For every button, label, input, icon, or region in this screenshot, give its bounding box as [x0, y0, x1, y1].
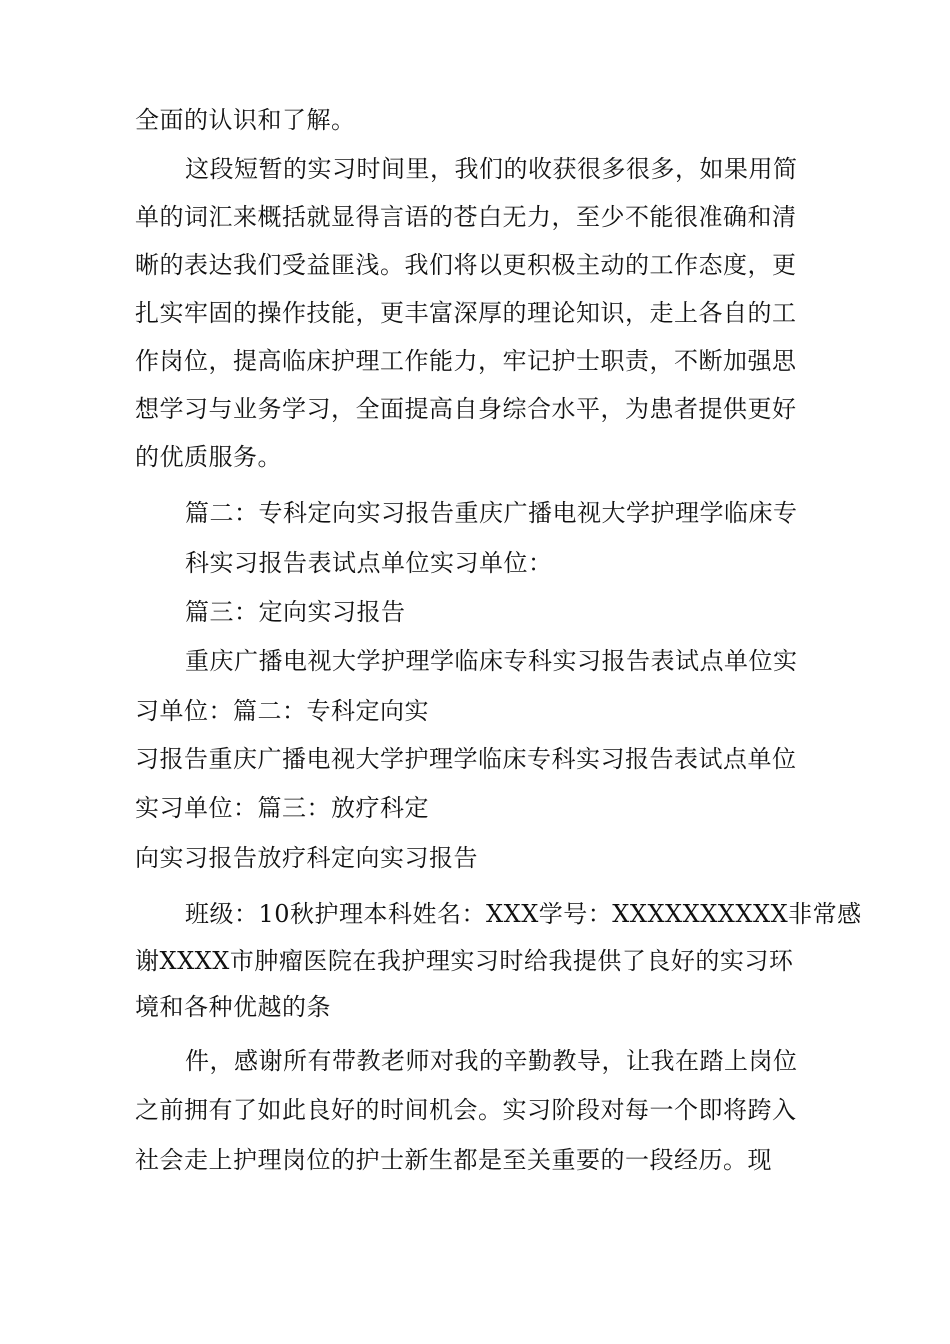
text-line: 全面的认识和了解。 [135, 106, 356, 134]
text-line: 作岗位，提高临床护理工作能力，牢记护士职责，不断加强思 [135, 347, 797, 375]
text-line: 之前拥有了如此良好的时间机会。实习阶段对每一个即将跨入 [135, 1096, 797, 1124]
paragraph-line: 重庆广播电视大学护理学临床专科实习报告表试点单位实 [185, 647, 798, 675]
text-line: 实习单位：篇三：放疗科定 [135, 794, 429, 822]
text-line: 向实习报告放疗科定向实习报告 [135, 844, 478, 872]
text-line: 谢XXXX市肿瘤医院在我护理实习时给我提供了良好的实习环 [135, 947, 794, 975]
text-line: 单的词汇来概括就显得言语的苍白无力，至少不能很准确和清 [135, 203, 797, 231]
text-line: 扎实牢固的操作技能，更丰富深厚的理论知识，走上各自的工 [135, 299, 797, 327]
text-line: 习单位：篇二：专科定向实 [135, 697, 429, 725]
text-line: 社会走上护理岗位的护士新生都是至关重要的一段经历。现 [135, 1146, 772, 1174]
text-line: 的优质服务。 [135, 443, 282, 471]
paragraph-line: 件，感谢所有带教老师对我的辛勤教导，让我在踏上岗位 [185, 1047, 798, 1075]
text-line: 境和各种优越的条 [135, 993, 331, 1021]
text-line: 科实习报告表试点单位实习单位： [185, 549, 553, 577]
paragraph-line: 班级：10秋护理本科姓名：XXX学号：XXXXXXXXXX非常感 [185, 900, 862, 928]
paragraph-line: 这段短暂的实习时间里，我们的收获很多很多，如果用简 [185, 155, 798, 183]
text-line: 习报告重庆广播电视大学护理学临床专科实习报告表试点单位 [135, 745, 797, 773]
text-line: 晰的表达我们受益匪浅。我们将以更积极主动的工作态度，更 [135, 251, 797, 279]
paragraph-line: 篇二：专科定向实习报告重庆广播电视大学护理学临床专 [185, 499, 798, 527]
paragraph-line: 篇三：定向实习报告 [185, 598, 406, 626]
text-line: 想学习与业务学习，全面提高自身综合水平，为患者提供更好 [135, 395, 797, 423]
